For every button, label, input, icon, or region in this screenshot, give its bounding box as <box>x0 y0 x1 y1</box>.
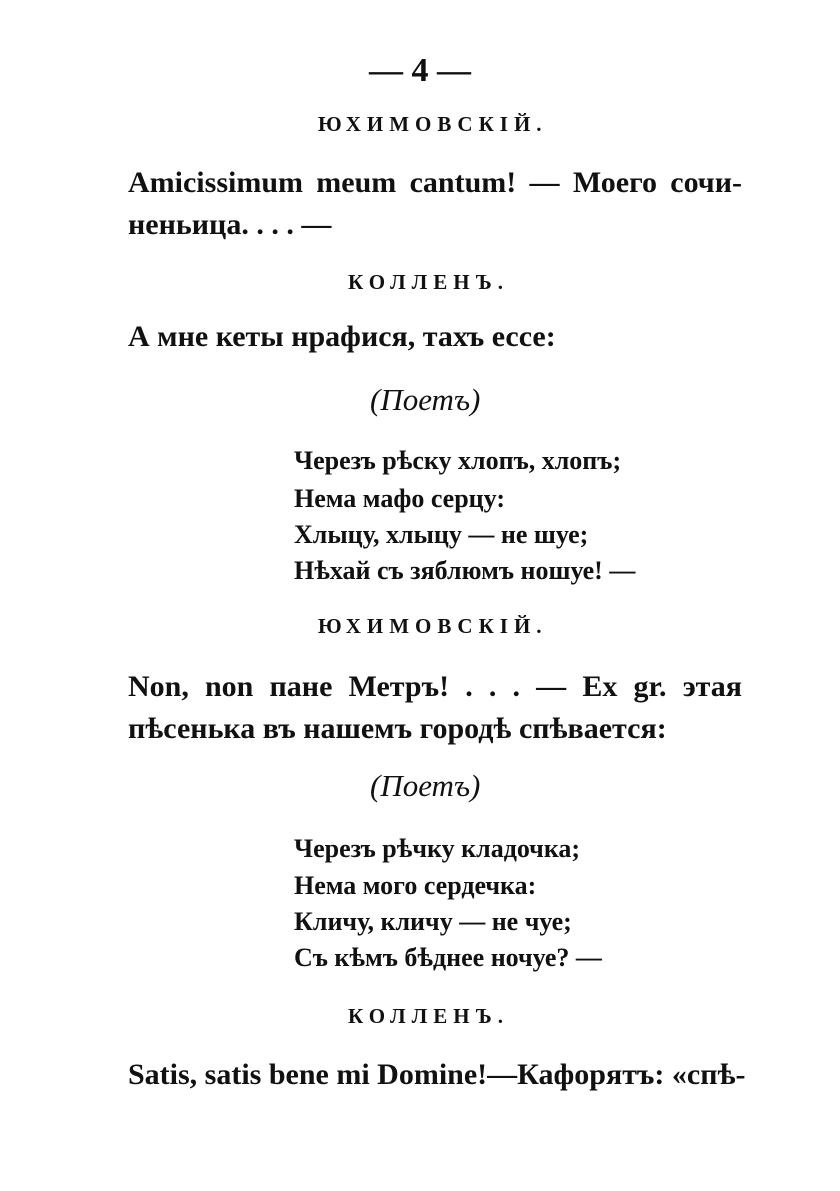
prose-line: Amicissimum meum cantum! — Моего сочи- <box>128 166 742 199</box>
speaker-name: ЮХИМОВСКІЙ. <box>318 614 548 638</box>
verse-line: Черезъ рѣску хлопъ, хлопъ; <box>294 446 622 475</box>
prose-line: неньица. . . . — <box>128 208 332 241</box>
stage-direction: (Поетъ) <box>370 382 481 417</box>
prose-line: А мне кеты нрафися, тахъ ессе: <box>128 320 556 353</box>
speaker-name: КОЛЛЕНЪ. <box>348 1004 509 1028</box>
verse-line: Нѣхай съ зяблюмъ ношуе! — <box>294 556 636 585</box>
page-number: — 4 — <box>369 52 471 89</box>
stage-direction: (Поетъ) <box>370 768 481 803</box>
prose-line: Non, non пане Метръ! . . . — Ex gr. этая <box>128 670 742 703</box>
verse-line: Съ кѣмъ бѣднее ночуе? — <box>294 943 602 972</box>
verse-line: Нема мафо серцу: <box>294 484 505 513</box>
verse-line: Нема мого сердечка: <box>294 871 537 900</box>
verse-line: Хлыцу, хлыцу — не шуе; <box>294 520 589 549</box>
prose-line: пѣсенька въ нашемъ городѣ спѣвается: <box>128 712 667 745</box>
speaker-name: КОЛЛЕНЪ. <box>348 270 509 294</box>
speaker-name: ЮХИМОВСКІЙ. <box>318 112 548 136</box>
verse-line: Черезъ рѣчку кладочка; <box>294 834 581 863</box>
verse-line: Кличу, кличу — не чуе; <box>294 907 572 936</box>
prose-line: Satis, satis bene mi Domine!—Кафорятъ: «спѣ- <box>128 1058 746 1091</box>
